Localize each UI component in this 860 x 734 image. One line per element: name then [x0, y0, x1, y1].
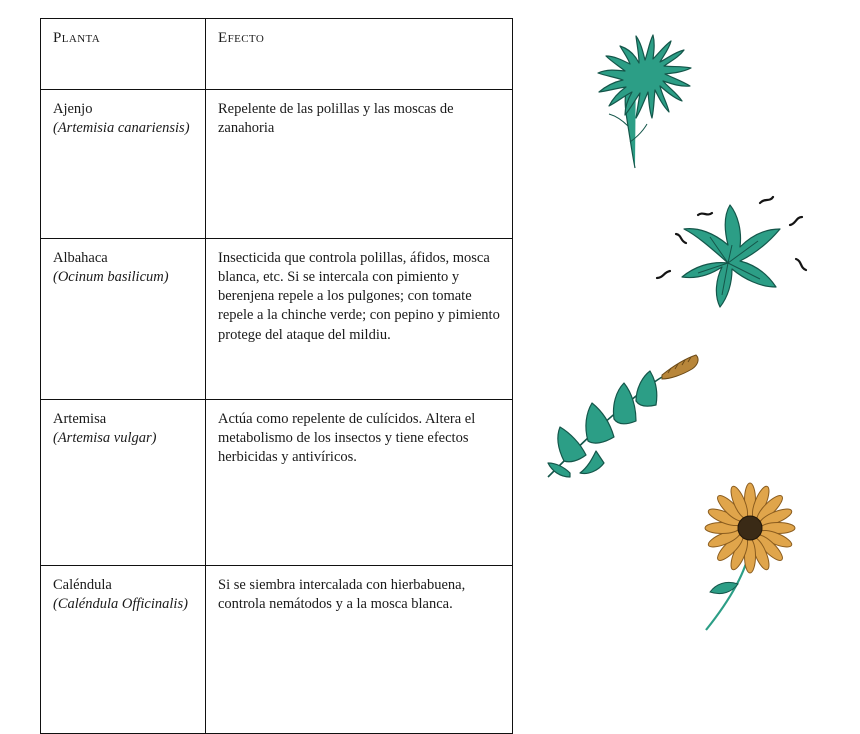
cell-plant [41, 90, 206, 239]
plant-common-name: Caléndula [53, 577, 112, 593]
plant-effects-table-container [40, 18, 512, 628]
table-header-row [41, 19, 513, 90]
cell-plant [41, 566, 206, 734]
column-header-effect-label: Efecto [218, 30, 265, 46]
table-row [41, 239, 513, 400]
column-header-effect [206, 19, 513, 90]
plant-common-name: Albahaca [53, 250, 108, 266]
plant-effect-text: Repelente de las polillas y las moscas de zanahoria [218, 101, 454, 137]
calendula-flower-illustration [680, 480, 825, 635]
table-header [41, 19, 513, 90]
plant-common-name: Artemisa [53, 411, 107, 427]
plant-effect-text: Si se siembra intercalada con hierbabuena, controla nemátodos y a la mosca blanca. [218, 577, 466, 613]
plant-common-name: Ajenjo [53, 101, 93, 117]
column-header-plant [41, 19, 206, 90]
plant-latin-name: (Caléndula Officinalis) [53, 596, 188, 613]
albahaca-plant-illustration [640, 185, 815, 335]
table-row [41, 566, 513, 734]
plant-effect-text: Actúa como repelente de culícidos. Altera el metabolismo de los insectos y tiene efectos herbicidas y antivíricos. [218, 411, 476, 466]
table-row [41, 90, 513, 239]
table-body [41, 90, 513, 734]
plant-latin-name: (Artemisa vulgar) [53, 430, 157, 447]
cell-plant [41, 239, 206, 400]
cell-effect [206, 400, 513, 566]
artemisa-plant-illustration [530, 345, 740, 490]
plant-latin-name: (Artemisia canariensis) [53, 120, 190, 137]
ajenjo-plant-illustration [540, 18, 740, 183]
cell-effect [206, 90, 513, 239]
plant-latin-name: (Ocinum basilicum) [53, 269, 169, 286]
plant-effect-text: Insecticida que controla polillas, áfidos, mosca blanca, etc. Si se intercala con pimiento y berenjena repele a los pulgones; con tomate repele a la chinche verde; con pepino y pimiento protege del ataque del mildiu. [218, 250, 500, 343]
cell-plant [41, 400, 206, 566]
cell-effect [206, 239, 513, 400]
column-header-plant-label: Planta [53, 30, 101, 46]
cell-effect [206, 566, 513, 734]
table-row [41, 400, 513, 566]
plant-effects-table [40, 18, 513, 734]
